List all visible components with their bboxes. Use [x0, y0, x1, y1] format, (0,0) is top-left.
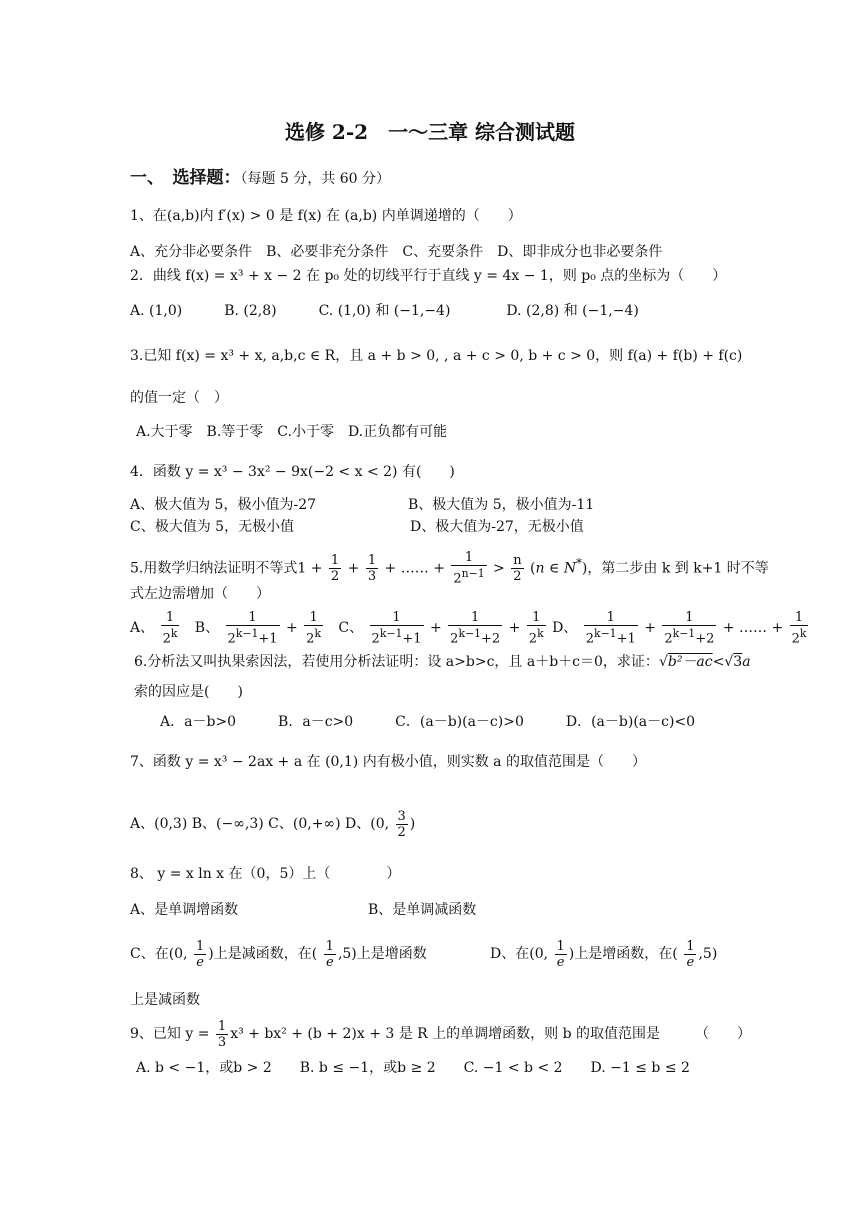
fraction: $\frac{1}{2^{k-1}+1}$ — [371, 610, 422, 647]
q5-stem-cont: 式左边需增加（ ） — [130, 586, 270, 602]
q8-option-b: B、是单调减函数 — [368, 902, 477, 918]
page-title: 选修 2-2 一～三章 综合测试题 — [284, 120, 576, 144]
q8-option-d-text-2: 上是增函数，在 — [574, 946, 673, 962]
q4-option-d: D、极大值为-27，无极小值 — [410, 519, 584, 535]
q6-stem-text: 6.分析法又叫执果索因法，若使用分析法证明：设 a>b>c，且 a＋b＋c＝0，求证： — [134, 654, 659, 670]
q8-option-d-tail: 上是减函数 — [130, 992, 200, 1008]
q3-stem: 3.已知 f(x) = x³ + x, a,b,c ∈ R，且 a + b > 0, , a + c > 0, b + c > 0，则 f(a) + f(b) + f(c) — [130, 348, 743, 364]
q9-options: A. b < −1，或b > 2 B. b ≤ −1，或b ≥ 2 C. −1 < b < 2 D. −1 ≤ b ≤ 2 — [136, 1060, 690, 1076]
fraction: $\frac{n}{2}$ — [513, 553, 522, 585]
q5-stem-text: 5.用数学归纳法证明不等式 — [130, 560, 298, 577]
q8-option-c-text-3: 上是增函数 — [356, 946, 427, 962]
fraction: $\frac{3}{2}$ — [397, 808, 406, 840]
fraction: $\frac{1}{2^{k-1}+2}$ — [450, 610, 501, 647]
fraction: $\frac{1}{e}$ — [325, 938, 334, 970]
q8-option-d-text: D、在 — [490, 946, 530, 962]
fraction: $\frac{1}{e}$ — [196, 938, 205, 970]
q8-option-c-text: C、在 — [130, 946, 169, 962]
q5-option-c-label: C、 — [338, 620, 364, 637]
fraction: $\frac{1}{2^{k-1}+1}$ — [227, 610, 278, 647]
fraction: $\frac{1}{e}$ — [556, 938, 565, 970]
fraction: $\frac{1}{2^k}$ — [162, 610, 178, 647]
q5-option-b-label: B、 — [194, 620, 220, 637]
q8-option-d: D、在(0, $\frac{1}{e}$ )上是增函数，在( $\frac{1}{e}$ ,5) — [490, 938, 718, 970]
q5-option-d-label: D、 — [552, 620, 578, 637]
fraction: $\frac{1}{2^k}$ — [528, 610, 544, 647]
q5-stem: 5.用数学归纳法证明不等式1 + $\frac{1}{2}$ + $\frac{1}{3}$ + …… + $\frac{1}{2^{n-1}}$ > $\frac{n}{2}$ (n ∈ N*)，第二步由 k 到 k+1 时不等 — [130, 550, 769, 587]
fraction: $\frac{1}{2}$ — [330, 553, 340, 585]
q2-options: A. (1,0) B. (2,8) C. (1,0) 和 (−1,−4) D. (2,8) 和 (−1,−4) — [130, 303, 639, 319]
q4-option-c: C、极大值为 5，无极小值 — [130, 519, 295, 535]
fraction: $\frac{1}{2^{k-1}+2}$ — [664, 610, 715, 647]
q3-options: A.大于零 B.等于零 C.小于零 D.正负都有可能 — [136, 424, 448, 440]
q1-options: A、充分非必要条件 B、必要非充分条件 C、充要条件 D、即非成分也非必要条件 — [130, 244, 663, 260]
q6-stem: 6.分析法又叫执果索因法，若使用分析法证明：设 a>b>c，且 a＋b＋c＝0，求证：√b²－ac<√3a — [134, 654, 751, 670]
q6-options: A．a－b>0 B．a－c>0 C．(a－b)(a－c)>0 D．(a－b)(a－c)<0 — [160, 714, 696, 730]
q6-stem-cont: 索的因应是( ) — [134, 684, 243, 700]
section-label: 一、 选择题： — [130, 168, 241, 188]
q8-option-a: A、是单调增函数 — [130, 902, 239, 918]
fraction: $\frac{1}{2^k}$ — [791, 610, 807, 647]
fraction: $\frac{1}{2^{n-1}}$ — [453, 550, 485, 587]
fraction: $\frac{1}{2^{k-1}+1}$ — [585, 610, 636, 647]
q3-stem-cont: 的值一定（ ） — [130, 390, 228, 406]
q7-options: A、(0,3) B、(−∞,3) C、(0,+∞) D、(0, $\frac{3}{2}$ ) — [130, 808, 416, 840]
section-heading — [130, 163, 390, 188]
q8-option-c: C、在(0, $\frac{1}{e}$ )上是减函数，在( $\frac{1}{e}$ ,5)上是增函数 — [130, 938, 427, 970]
section-note: （每题 5 分，共 60 分） — [240, 171, 391, 187]
q4-option-b: B、极大值为 5，极小值为-11 — [408, 497, 595, 513]
q7-stem: 7、函数 y = x³ − 2ax + a 在 (0,1) 内有极小值，则实数 a 的取值范围是（ ） — [130, 754, 646, 770]
fraction: $\frac{1}{3}$ — [367, 553, 377, 585]
q9-stem — [130, 1018, 751, 1050]
fraction: $\frac{1}{3}$ — [217, 1018, 227, 1050]
q4-stem: 4．函数 y = x³ − 3x² − 9x(−2 < x < 2) 有( ) — [130, 464, 455, 480]
q9-stem-text-2: x³ + bx² + (b + 2)x + 3 是 R 上的单调增函数，则 b 的取值范围是 （ ） — [230, 1026, 752, 1042]
fraction: $\frac{1}{2^k}$ — [306, 610, 321, 647]
fraction: $\frac{1}{e}$ — [686, 938, 695, 970]
q5-options: A、 $\frac{1}{2^k}$ B、 $\frac{1}{2^{k-1}+1}$ + $\frac{1}{2^k}$ C、 $\frac{1}{2^{k-1}+1}$ + $\frac{1}{2^{k-1}+2}$ + $\frac{1}{2^k}$ D、 $\frac{1}{2^{k-1}+1}$ + $\frac{1}{2^{k-1}+2}$ + …… + $\frac{1}{2^k}$ — [130, 610, 807, 647]
q7-options-text: A、(0,3) B、(−∞,3) C、(0,+∞) D、 — [130, 816, 371, 832]
q1-stem: 1、在(a,b)内 f′(x) > 0 是 f(x) 在 (a,b) 内单调递增的（ ） — [130, 208, 522, 224]
q2-stem: 2．曲线 f(x) = x³ + x − 2 在 p₀ 处的切线平行于直线 y = 4x − 1，则 p₀ 点的坐标为（ ） — [130, 268, 727, 284]
q5-option-a-label: A、 — [130, 620, 155, 637]
q9-stem-text: 9、已知 y = — [130, 1026, 210, 1042]
q4-option-a: A、极大值为 5，极小值为-27 — [130, 497, 317, 513]
q5-stem-text-2: ，第二步由 k 到 k+1 时不等 — [587, 560, 769, 577]
q8-stem: 8、 y = x ln x 在（0，5）上（ ） — [130, 866, 401, 882]
q8-option-c-text-2: 上是减函数，在 — [213, 946, 312, 962]
